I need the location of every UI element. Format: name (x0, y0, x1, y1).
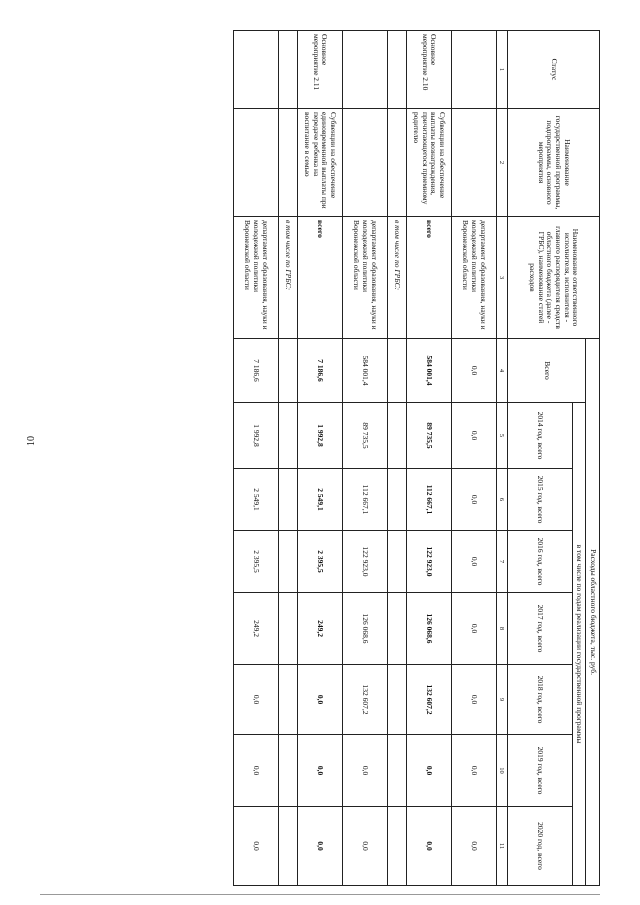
header-executor: Наименование ответственного исполнителя, исполнителя - главного распорядителя средств областного бюджета (далее - ГРБС), наименование статей расходов (507, 217, 599, 339)
value-cell: 112 667,1 (342, 469, 387, 531)
value-cell: 0,0 (342, 807, 387, 886)
value-cell (387, 593, 406, 665)
value-cell: 0,0 (233, 665, 278, 735)
table-row (387, 31, 406, 886)
value-cell: 2 395,5 (297, 531, 342, 593)
value-cell: 249,2 (233, 593, 278, 665)
value-cell (387, 531, 406, 593)
value-cell (387, 735, 406, 807)
value-cell: 0,0 (297, 807, 342, 886)
program-name-cell: Субвенции на обеспечение выплаты вознаграждения, причитающегося приемному родителю (406, 109, 451, 217)
value-cell (387, 339, 406, 403)
value-cell: 132 607,2 (342, 665, 387, 735)
index-cell: 10 (496, 735, 507, 807)
value-cell: 0,0 (406, 807, 451, 886)
value-cell: 7 186,6 (297, 339, 342, 403)
value-cell: 0,0 (451, 593, 496, 665)
index-cell: 8 (496, 593, 507, 665)
value-cell: 2 549,1 (297, 469, 342, 531)
value-cell: 0,0 (297, 735, 342, 807)
value-cell: 0,0 (451, 807, 496, 886)
value-cell: 584 001,4 (406, 339, 451, 403)
value-cell: 584 001,4 (342, 339, 387, 403)
executor-cell: департамент образования, науки и молодежной политики Воронежской области (451, 217, 496, 339)
executor-cell: всего (406, 217, 451, 339)
program-name-cell (387, 109, 406, 217)
index-cell: 2 (496, 109, 507, 217)
value-cell: 1 992,8 (233, 403, 278, 469)
table-row (278, 31, 297, 886)
program-name-cell (233, 109, 278, 217)
executor-cell: департамент образования, науки и молодежной политики Воронежской области (233, 217, 278, 339)
header-total: Всего (507, 339, 586, 403)
executor-cell: департамент образования, науки и молодежной политики Воронежской области (342, 217, 387, 339)
index-row (496, 31, 507, 886)
header-by-years: в том числе по годам реализации государственной программы (572, 403, 586, 886)
index-cell: 3 (496, 217, 507, 339)
status-cell (233, 31, 278, 109)
value-cell: 7 186,6 (233, 339, 278, 403)
table-row (451, 31, 496, 886)
index-cell: 9 (496, 665, 507, 735)
value-cell: 132 607,2 (406, 665, 451, 735)
value-cell (387, 469, 406, 531)
program-name-cell: Субвенции на обеспечение единовременной выплаты при передаче ребенка на воспитание в семью (297, 109, 342, 217)
status-cell: Основное мероприятие 2.10 (406, 31, 451, 109)
table-row (342, 31, 387, 886)
index-cell: 5 (496, 403, 507, 469)
header-expenses-title: Расходы областного бюджета, тыс. руб. (586, 339, 600, 886)
table-row (297, 31, 342, 886)
value-cell: 2 395,5 (233, 531, 278, 593)
value-cell: 2 549,1 (233, 469, 278, 531)
value-cell (278, 665, 297, 735)
bottom-rule (40, 894, 600, 895)
program-name-cell (278, 109, 297, 217)
value-cell: 122 923,0 (342, 531, 387, 593)
value-cell (278, 807, 297, 886)
header-status: Статус (507, 31, 599, 109)
value-cell: 0,0 (451, 339, 496, 403)
value-cell: 0,0 (233, 735, 278, 807)
value-cell: 1 992,8 (297, 403, 342, 469)
index-cell: 4 (496, 339, 507, 403)
value-cell: 126 068,6 (406, 593, 451, 665)
value-cell: 0,0 (342, 735, 387, 807)
index-cell: 1 (496, 31, 507, 109)
value-cell: 89 735,5 (406, 403, 451, 469)
page-number: 10 (26, 436, 37, 446)
value-cell: 0,0 (451, 469, 496, 531)
table-row (406, 31, 451, 886)
value-cell: 0,0 (451, 403, 496, 469)
value-cell: 0,0 (451, 735, 496, 807)
value-cell: 249,2 (297, 593, 342, 665)
index-cell: 6 (496, 469, 507, 531)
value-cell (278, 735, 297, 807)
status-cell (342, 31, 387, 109)
value-cell: 0,0 (451, 531, 496, 593)
budget-table-rotated (243, 30, 600, 885)
value-cell (387, 807, 406, 886)
program-name-cell (451, 109, 496, 217)
header-year: 2016 год, всего (507, 531, 572, 593)
status-cell (451, 31, 496, 109)
value-cell: 0,0 (406, 735, 451, 807)
header-year: 2019 год, всего (507, 735, 572, 807)
value-cell: 122 923,0 (406, 531, 451, 593)
value-cell: 0,0 (451, 665, 496, 735)
value-cell (278, 469, 297, 531)
status-cell (387, 31, 406, 109)
value-cell (387, 403, 406, 469)
header-year: 2020 год, всего (507, 807, 572, 886)
table-row (233, 31, 278, 886)
executor-cell: в том числе по ГРБС: (387, 217, 406, 339)
value-cell: 0,0 (297, 665, 342, 735)
header-year: 2014 год, всего (507, 403, 572, 469)
status-cell (278, 31, 297, 109)
value-cell: 126 068,6 (342, 593, 387, 665)
value-cell: 0,0 (233, 807, 278, 886)
budget-table (233, 30, 600, 886)
header-program-name: Наименование государственной программы, подпрограммы, основного мероприятия (507, 109, 599, 217)
header-year: 2015 год, всего (507, 469, 572, 531)
executor-cell: всего (297, 217, 342, 339)
header-year: 2017 год, всего (507, 593, 572, 665)
value-cell (387, 665, 406, 735)
value-cell (278, 531, 297, 593)
value-cell (278, 593, 297, 665)
value-cell (278, 339, 297, 403)
program-name-cell (342, 109, 387, 217)
index-cell: 7 (496, 531, 507, 593)
value-cell (278, 403, 297, 469)
executor-cell: в том числе по ГРБС: (278, 217, 297, 339)
status-cell: Основное мероприятие 2.11 (297, 31, 342, 109)
value-cell: 89 735,5 (342, 403, 387, 469)
index-cell: 11 (496, 807, 507, 886)
header-year: 2018 год, всего (507, 665, 572, 735)
value-cell: 112 667,1 (406, 469, 451, 531)
table-body (233, 31, 496, 886)
